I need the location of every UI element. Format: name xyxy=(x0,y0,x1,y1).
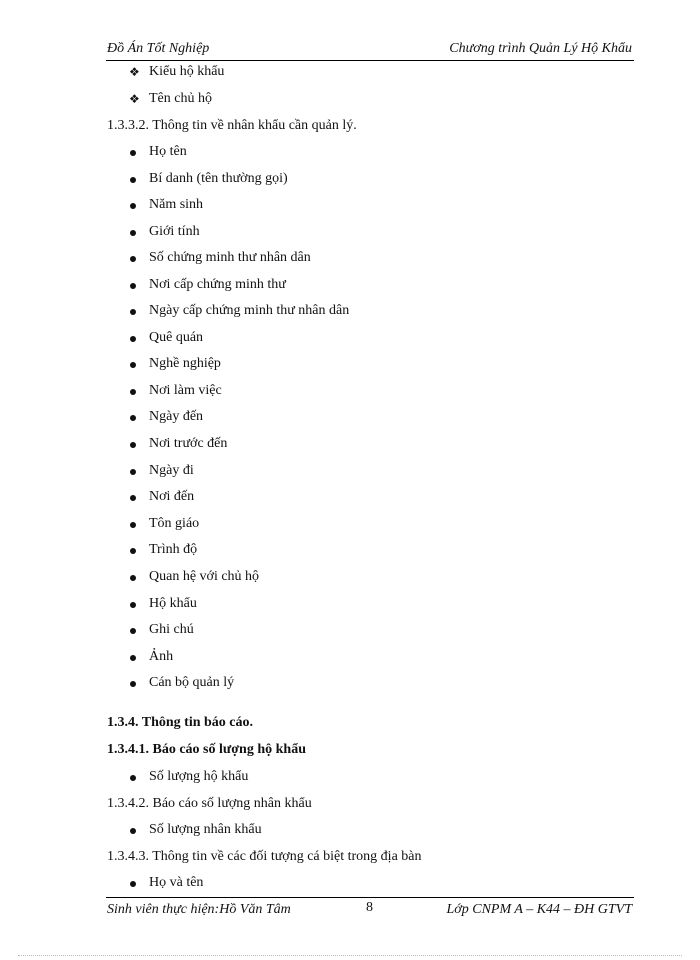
filled-circle-bullet-icon xyxy=(130,230,136,236)
filled-circle-bullet-icon xyxy=(130,828,136,834)
filled-circle-bullet-icon xyxy=(130,389,136,395)
line-text: Số chứng minh thư nhân dân xyxy=(149,250,311,265)
filled-circle-bullet-icon xyxy=(130,442,136,448)
footer-rule xyxy=(106,897,634,898)
page-number: 8 xyxy=(366,900,373,915)
line-text: Quê quán xyxy=(149,330,204,345)
filled-circle-bullet-icon xyxy=(130,602,136,608)
line-text: Nơi đến xyxy=(149,489,195,504)
filled-circle-bullet-icon xyxy=(130,362,136,368)
line-text: Họ tên xyxy=(149,144,187,159)
line-text: Cán bộ quản lý xyxy=(149,675,235,690)
filled-circle-bullet-icon xyxy=(130,628,136,634)
line-text: Hộ khẩu xyxy=(149,596,197,611)
line-text: Nơi cấp chứng minh thư xyxy=(149,277,286,292)
line-text: 1.3.4.2. Báo cáo số lượng nhân khẩu xyxy=(107,796,312,811)
line-text: Giới tính xyxy=(149,224,200,239)
filled-circle-bullet-icon xyxy=(130,655,136,661)
filled-circle-bullet-icon xyxy=(130,469,136,475)
line-text: 1.3.4.1. Báo cáo số lượng hộ khẩu xyxy=(107,742,306,757)
header-right-title: Chương trình Quản Lý Hộ Khẩu xyxy=(449,41,632,56)
filled-circle-bullet-icon xyxy=(130,522,136,528)
page-edge-divider xyxy=(18,955,682,956)
line-text: Ngày đến xyxy=(149,409,204,424)
line-text: Ghi chú xyxy=(149,622,194,637)
line-text: Ảnh xyxy=(149,649,174,664)
filled-circle-bullet-icon xyxy=(130,177,136,183)
filled-circle-bullet-icon xyxy=(130,309,136,315)
filled-circle-bullet-icon xyxy=(130,256,136,262)
filled-circle-bullet-icon xyxy=(130,495,136,501)
line-text: Ngày cấp chứng minh thư nhân dân xyxy=(149,303,350,318)
line-text: Quan hệ với chủ hộ xyxy=(149,569,260,584)
line-text: Năm sinh xyxy=(149,197,204,212)
line-text: Nơi trước đến xyxy=(149,436,228,451)
filled-circle-bullet-icon xyxy=(130,775,136,781)
line-text: Kiểu hộ khẩu xyxy=(149,64,225,79)
line-text: 1.3.4. Thông tin báo cáo. xyxy=(107,715,253,730)
footer-class: Lớp CNPM A – K44 – ĐH GTVT xyxy=(446,902,632,917)
line-text: Tôn giáo xyxy=(149,516,200,531)
four-diamond-icon: ❖ xyxy=(129,92,140,106)
line-text: Số lượng nhân khẩu xyxy=(149,822,262,837)
line-text: 1.3.3.2. Thông tin về nhân khẩu cần quản lý. xyxy=(107,118,357,133)
line-text: Trình độ xyxy=(149,542,198,557)
filled-circle-bullet-icon xyxy=(130,881,136,887)
four-diamond-icon: ❖ xyxy=(129,65,140,79)
header-left-title: Đồ Án Tốt Nghiệp xyxy=(107,41,210,56)
footer-author: Sinh viên thực hiện:Hồ Văn Tâm xyxy=(107,902,291,917)
filled-circle-bullet-icon xyxy=(130,415,136,421)
filled-circle-bullet-icon xyxy=(130,336,136,342)
line-text: Nghề nghiệp xyxy=(149,356,221,371)
line-text: Ngày đi xyxy=(149,463,194,478)
line-text: Số lượng hộ khẩu xyxy=(149,769,249,784)
filled-circle-bullet-icon xyxy=(130,681,136,687)
line-text: Họ và tên xyxy=(149,875,204,890)
line-text: 1.3.4.3. Thông tin về các đối tượng cá biệt trong địa bàn xyxy=(107,849,422,864)
line-text: Tên chủ hộ xyxy=(149,91,212,106)
filled-circle-bullet-icon xyxy=(130,150,136,156)
filled-circle-bullet-icon xyxy=(130,203,136,209)
line-text: Nơi làm việc xyxy=(149,383,222,398)
filled-circle-bullet-icon xyxy=(130,575,136,581)
filled-circle-bullet-icon xyxy=(130,283,136,289)
line-text: Bí danh (tên thường gọi) xyxy=(149,171,288,186)
filled-circle-bullet-icon xyxy=(130,548,136,554)
